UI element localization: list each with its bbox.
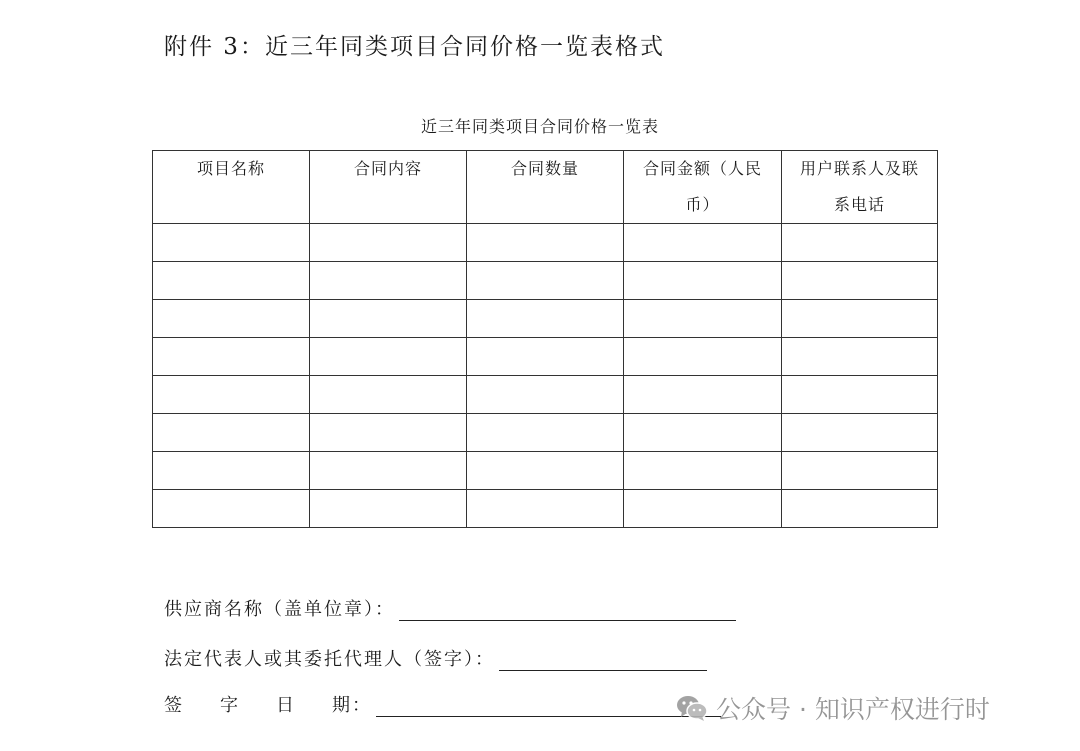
table-cell[interactable]: [624, 452, 782, 490]
representative-label: 法定代表人或其委托代理人（签字）：: [164, 649, 495, 670]
watermark-text: 公众号 · 知识产权进行时: [716, 695, 990, 724]
table-row: [153, 224, 938, 262]
table-cell[interactable]: [310, 262, 467, 300]
supplier-name-field: [164, 595, 736, 621]
table-row: [153, 414, 938, 452]
table-header-row: [153, 151, 938, 224]
representative-signature-blank[interactable]: [499, 652, 707, 671]
table-cell[interactable]: [624, 490, 782, 528]
table-cell[interactable]: [467, 452, 624, 490]
table-cell[interactable]: [153, 452, 310, 490]
table-cell[interactable]: [310, 414, 467, 452]
table-cell[interactable]: [782, 414, 938, 452]
table-cell[interactable]: [310, 300, 467, 338]
table-cell[interactable]: [310, 338, 467, 376]
table-row: [153, 490, 938, 528]
table-cell[interactable]: [624, 414, 782, 452]
table-cell[interactable]: [624, 224, 782, 262]
table-cell[interactable]: [153, 490, 310, 528]
table-cell[interactable]: [467, 490, 624, 528]
header-contract-amount-line2: 币）: [685, 195, 720, 214]
contract-price-table: [152, 150, 938, 528]
table-cell[interactable]: [624, 300, 782, 338]
table-cell[interactable]: [310, 452, 467, 490]
signing-date-label-char-2: 字: [220, 695, 276, 716]
table-cell[interactable]: [782, 490, 938, 528]
signing-date-label-char-1: 签: [164, 695, 220, 716]
table-row: [153, 300, 938, 338]
table-row: [153, 376, 938, 414]
table-cell[interactable]: [624, 338, 782, 376]
table-cell[interactable]: [782, 376, 938, 414]
table-cell[interactable]: [467, 262, 624, 300]
table-cell[interactable]: [624, 376, 782, 414]
table-cell[interactable]: [782, 338, 938, 376]
table-cell[interactable]: [153, 224, 310, 262]
header-user-contact-line1: 用户联系人及联: [799, 159, 919, 178]
signing-date-label-char-3: 日: [276, 695, 332, 716]
table-cell[interactable]: [782, 452, 938, 490]
signing-date-field: [164, 691, 721, 717]
table-cell[interactable]: [624, 262, 782, 300]
table-row: [153, 452, 938, 490]
supplier-name-label: 供应商名称（盖单位章）：: [164, 599, 395, 620]
signing-date-blank[interactable]: [376, 698, 721, 717]
table-row: [153, 338, 938, 376]
header-contract-quantity-line1: 合同数量: [510, 159, 579, 178]
table-cell[interactable]: [467, 414, 624, 452]
table-cell[interactable]: [310, 490, 467, 528]
watermark: [676, 688, 990, 728]
table-cell[interactable]: [310, 376, 467, 414]
table-cell[interactable]: [153, 262, 310, 300]
table-cell[interactable]: [467, 376, 624, 414]
table-row: [153, 262, 938, 300]
header-contract-content: [310, 151, 467, 224]
table-cell[interactable]: [153, 300, 310, 338]
table-caption: 近三年同类项目合同价格一览表: [420, 117, 659, 136]
header-contract-amount: [624, 151, 782, 224]
table-cell[interactable]: [467, 224, 624, 262]
table-cell[interactable]: [310, 224, 467, 262]
wechat-icon: [676, 694, 708, 722]
table-cell[interactable]: [153, 338, 310, 376]
signing-date-label-char-4: 期：: [332, 695, 372, 716]
header-project-name-line1: 项目名称: [196, 159, 265, 178]
table-cell[interactable]: [153, 376, 310, 414]
header-contract-content-line1: 合同内容: [353, 159, 422, 178]
table-cell[interactable]: [467, 338, 624, 376]
table-cell[interactable]: [467, 300, 624, 338]
representative-field: [164, 645, 707, 671]
header-user-contact: [782, 151, 938, 224]
table-cell[interactable]: [782, 300, 938, 338]
table-body: [153, 224, 938, 528]
document-heading: 附件 3：近三年同类项目合同价格一览表格式: [164, 34, 665, 60]
table-cell[interactable]: [782, 262, 938, 300]
header-project-name: [153, 151, 310, 224]
header-user-contact-line2: 系电话: [833, 195, 885, 214]
supplier-name-blank[interactable]: [399, 602, 736, 621]
table-cell[interactable]: [153, 414, 310, 452]
table-cell[interactable]: [782, 224, 938, 262]
header-contract-quantity: [467, 151, 624, 224]
header-contract-amount-line1: 合同金额（人民: [642, 159, 762, 178]
